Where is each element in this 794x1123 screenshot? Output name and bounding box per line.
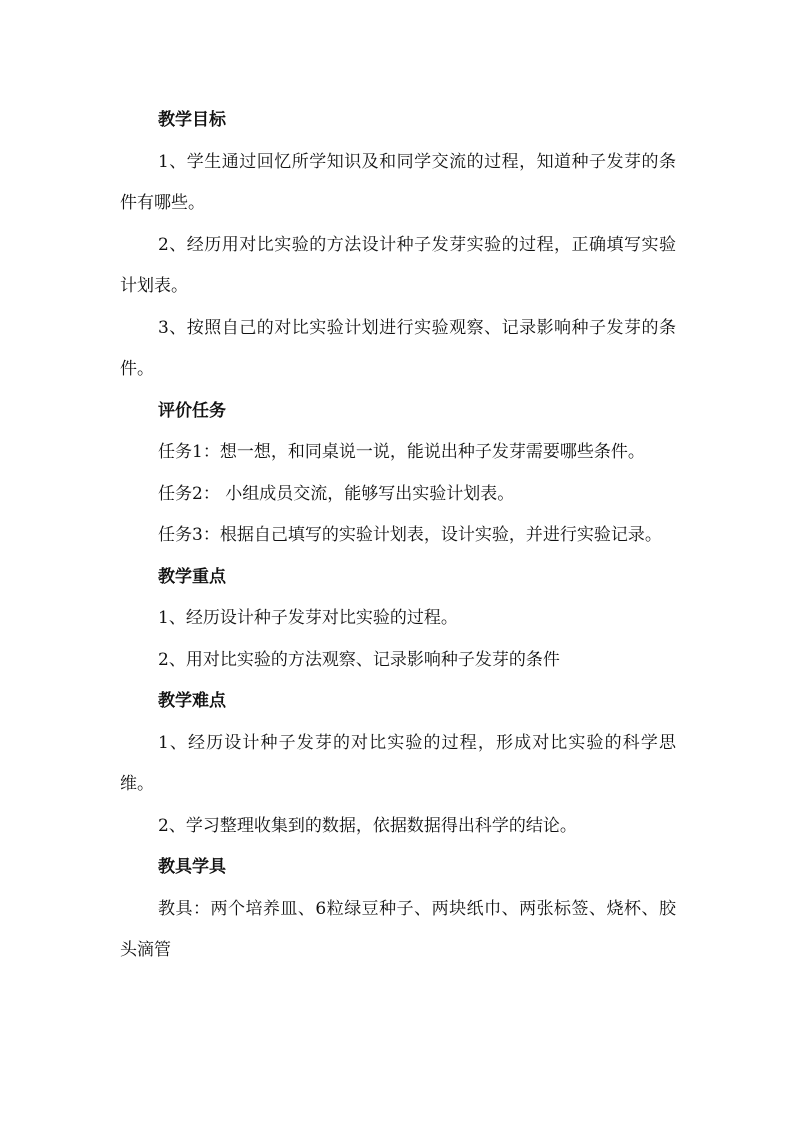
task-paragraph-2: 任务2： 小组成员交流，能够写出实验计划表。 (158, 483, 515, 504)
section-heading-key-points: 教学重点 (158, 566, 226, 587)
difficulty-paragraph-1: 1、经历设计种子发芽的对比实验的过程，形成对比实验的科学思维。 (120, 732, 676, 794)
section-heading-difficulties: 教学难点 (158, 691, 226, 711)
key-point-paragraph-2: 2、用对比实验的方法观察、记录影响种子发芽的条件 (158, 649, 560, 670)
task-paragraph-1: 任务1：想一想，和同桌说一说，能说出种子发芽需要哪些条件。 (158, 442, 645, 462)
key-point-paragraph-1: 1、经历设计种子发芽对比实验的过程。 (158, 608, 458, 628)
section-heading-evaluation-tasks: 评价任务 (158, 400, 226, 421)
task-paragraph-3: 任务3：根据自己填写的实验计划表，设计实验，并进行实验记录。 (158, 525, 662, 545)
section-heading-teaching-aids: 教具学具 (158, 857, 226, 877)
goal-paragraph-2: 2、经历用对比实验的方法设计种子发芽实验的过程，正确填写实验计划表。 (120, 234, 676, 296)
document-page (120, 100, 676, 972)
goal-paragraph-3: 3、按照自己的对比实验计划进行实验观察、记录影响种子发芽的条件。 (120, 317, 676, 379)
section-heading-teaching-goals: 教学目标 (158, 110, 226, 130)
difficulty-paragraph-2: 2、学习整理收集到的数据，依据数据得出科学的结论。 (158, 815, 577, 836)
teaching-aids-paragraph: 教具：两个培养皿、6粒绿豆种子、两块纸巾、两张标签、烧杯、胶头滴管 (120, 898, 676, 960)
goal-paragraph-1: 1、学生通过回忆所学知识及和同学交流的过程，知道种子发芽的条件有哪些。 (120, 151, 676, 213)
